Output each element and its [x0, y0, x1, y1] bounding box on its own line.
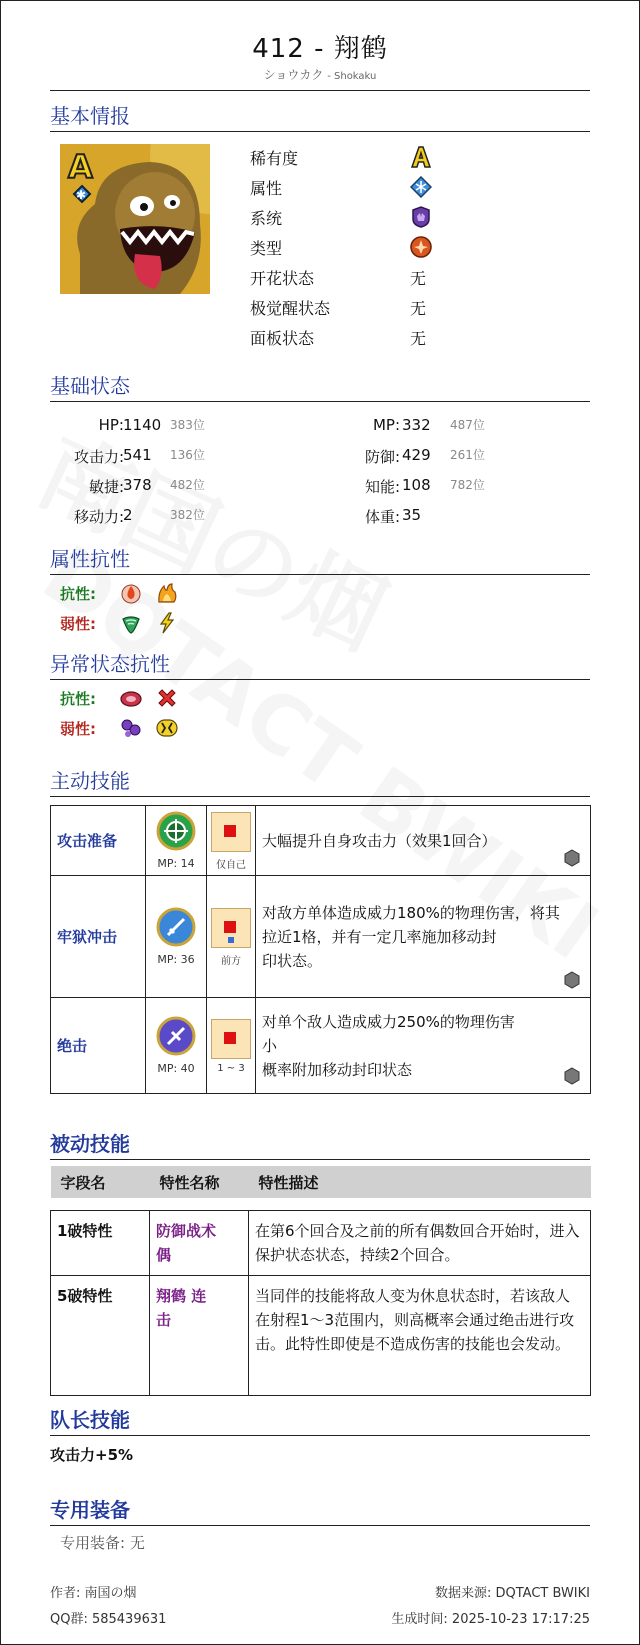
wind-element-icon — [120, 612, 142, 634]
page-title: 412 - 翔鹤 — [252, 34, 388, 64]
passive-name — [150, 1275, 249, 1395]
section-status-res: 异常状态抗性 — [50, 648, 590, 680]
awaken-label: 极觉醒状态 — [250, 299, 331, 318]
svg-text:A: A — [68, 148, 93, 186]
passive-spacer — [51, 1198, 591, 1210]
passive-name — [150, 1210, 249, 1275]
mov-value: 2 — [123, 506, 133, 524]
footer-source: 数据来源: DQTACT BWIKI — [434, 1586, 590, 1601]
passive-row — [51, 1275, 591, 1395]
agi-label: 敏捷: — [88, 478, 124, 496]
range-grid — [211, 1019, 251, 1059]
passive-header-desc: 特性描述 — [258, 1173, 319, 1192]
passive-header-row — [51, 1166, 591, 1198]
demon-family-icon — [410, 206, 432, 228]
paralysis-status-icon — [156, 717, 178, 739]
rarity-a-icon — [410, 146, 432, 168]
wt-label: 体重: — [364, 508, 400, 526]
status-weak-label: 弱性: — [60, 720, 96, 738]
passive-desc: 当同伴的技能将敌人变为休息状态时，若该敌人在射程1～3范围内，则高概率会通过绝击进行攻击。此特性即使是不造成伤害的技能也会发动。 — [249, 1275, 591, 1395]
hp-rank: 383位 — [170, 418, 205, 432]
section-exclusive-gear: 专用装备 — [50, 1494, 590, 1526]
atk-rank: 136位 — [170, 448, 205, 462]
meat-status-icon — [120, 687, 142, 709]
type-label: 类型 — [250, 239, 283, 258]
skill-mp: MP: 36 — [157, 953, 195, 966]
passive-desc: 在第6个回合及之前的所有偶数回合开始时，进入保护状态状态，持续2个回合。 — [249, 1210, 591, 1275]
mov-label: 移动力: — [73, 508, 124, 526]
svg-text:✱: ✱ — [76, 188, 87, 202]
seal-cross-status-icon — [156, 687, 178, 709]
range-grid — [211, 908, 251, 948]
def-value: 429 — [402, 446, 431, 464]
section-basic-info: 基本情报 — [50, 100, 590, 132]
page-subtitle — [0, 66, 640, 83]
skill-range-cell — [207, 806, 256, 876]
skill-desc-text: 对单个敌人造成威力250%的物理伤害 小 概率附加移动封印状态 — [262, 1012, 515, 1079]
skill-type-hex-icon — [564, 971, 580, 989]
agi-rank: 482位 — [170, 478, 205, 492]
element-resist-label: 抗性: — [60, 585, 96, 603]
skill-name: 攻击准备 — [51, 806, 146, 876]
skill-mp: MP: 14 — [157, 857, 195, 870]
passive-name-text: 翔鹤 连 击 — [156, 1286, 207, 1329]
leader-skill-text: 攻击力+5% — [50, 1446, 134, 1464]
family-label: 系统 — [250, 209, 283, 228]
element-label: 属性 — [250, 179, 283, 198]
panel-label: 面板状态 — [250, 329, 315, 348]
skill-buff-icon — [156, 811, 196, 851]
rarity-label: 稀有度 — [250, 149, 299, 168]
ice-element-icon — [410, 176, 432, 198]
section-active-skills: 主动技能 — [50, 765, 590, 797]
skill-type-hex-icon — [564, 849, 580, 867]
def-rank: 261位 — [450, 448, 485, 462]
int-value: 108 — [402, 476, 431, 494]
atk-value: 541 — [123, 446, 152, 464]
passive-skills-table — [50, 1166, 591, 1396]
awaken-value: 无 — [410, 299, 427, 318]
mp-rank: 487位 — [450, 418, 485, 432]
fire-element-icon — [120, 582, 142, 604]
skill-row — [51, 876, 591, 998]
skill-mp: MP: 40 — [157, 1062, 195, 1075]
section-leader-skill: 队长技能 — [50, 1404, 590, 1436]
hp-value: 1140 — [123, 416, 162, 434]
passive-header-name: 特性名称 — [159, 1173, 220, 1192]
active-skills-table — [50, 805, 591, 1094]
mp-label: MP: — [372, 416, 400, 434]
footer-generated: 生成时间: 2025-10-23 17:17:25 — [391, 1612, 590, 1627]
title-divider — [50, 90, 590, 91]
explosion-element-icon — [156, 582, 178, 604]
subtitle-en: - Shokaku — [327, 71, 377, 82]
passive-field: 5破特性 — [51, 1275, 150, 1395]
skill-name: 绝击 — [51, 998, 146, 1094]
skill-description — [256, 806, 591, 876]
skill-range-cell — [207, 998, 256, 1094]
skill-range-label: 仅自己 — [216, 860, 246, 871]
skill-icon-cell — [146, 998, 207, 1094]
skill-slash-icon — [156, 907, 196, 947]
skill-range-label: 前方 — [221, 956, 241, 967]
hp-label: HP: — [98, 416, 124, 434]
skill-name: 牢狱冲击 — [51, 876, 146, 998]
exclusive-gear-text: 专用装备: 无 — [60, 1534, 145, 1552]
passive-name-text: 防御战术 偶 — [156, 1221, 217, 1264]
int-rank: 782位 — [450, 478, 485, 492]
mp-value: 332 — [402, 416, 431, 434]
panel-value: 无 — [410, 329, 427, 348]
skill-strike-icon — [156, 1016, 196, 1056]
section-element-res: 属性抗性 — [50, 543, 590, 575]
skill-icon-cell — [146, 876, 207, 998]
mov-rank: 382位 — [170, 508, 205, 522]
agi-value: 378 — [123, 476, 152, 494]
bloom-label: 开花状态 — [250, 269, 315, 288]
skill-description — [256, 876, 591, 998]
subtitle-jp: ショウカク — [263, 68, 324, 82]
int-label: 知能: — [364, 478, 400, 496]
element-weak-label: 弱性: — [60, 615, 96, 633]
bloom-value: 无 — [410, 269, 427, 288]
range-grid — [211, 812, 251, 852]
passive-header-field: 字段名 — [60, 1173, 106, 1192]
goblin-portrait-image — [60, 144, 210, 294]
skill-desc-text: 对敌方单体造成威力180%的物理伤害，将其拉近1格，并有一定几率施加移动封 印状态。 — [262, 903, 560, 970]
poison-status-icon — [120, 717, 142, 739]
passive-field: 1破特性 — [51, 1210, 150, 1275]
passive-row — [51, 1210, 591, 1275]
lightning-element-icon — [156, 612, 178, 634]
footer-qq: QQ群: 585439631 — [50, 1612, 167, 1627]
def-label: 防御: — [364, 448, 400, 466]
atk-label: 攻击力: — [73, 448, 124, 466]
section-passive-skills: 被动技能 — [50, 1128, 590, 1160]
wt-value: 35 — [402, 506, 422, 524]
skill-icon-cell — [146, 806, 207, 876]
footer-author: 作者: 南国の烟 — [50, 1586, 137, 1601]
skill-range-label: 1 ~ 3 — [217, 1063, 245, 1074]
section-base-stats: 基础状态 — [50, 370, 590, 402]
status-resist-label: 抗性: — [60, 690, 96, 708]
monster-portrait — [60, 144, 210, 294]
skill-range-cell — [207, 876, 256, 998]
skill-description — [256, 998, 591, 1094]
skill-type-hex-icon — [564, 1067, 580, 1085]
skill-row — [51, 806, 591, 876]
skill-row — [51, 998, 591, 1094]
skill-desc-text: 大幅提升自身攻击力（效果1回合） — [262, 831, 497, 850]
attack-type-icon — [410, 236, 432, 258]
